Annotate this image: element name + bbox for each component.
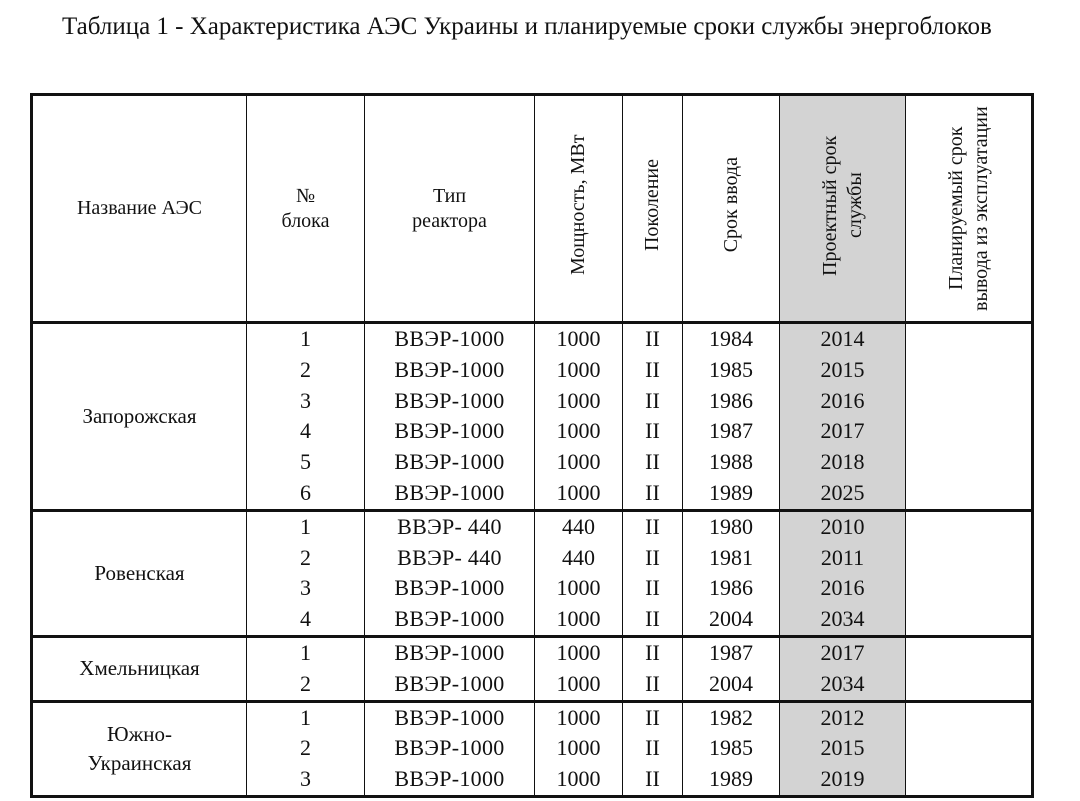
cell-value: 2018 bbox=[820, 449, 865, 475]
cell-value: 1984 bbox=[709, 326, 753, 351]
design-life-years bbox=[780, 323, 906, 511]
plant-name: Хмельницкая bbox=[32, 636, 247, 701]
cell-value: ВВЭР- 440 bbox=[397, 544, 502, 570]
cell-value: ВВЭР-1000 bbox=[394, 418, 505, 444]
cell-value: 2019 bbox=[820, 766, 865, 792]
cell-value: II bbox=[645, 387, 660, 413]
block-numbers bbox=[247, 323, 365, 511]
cell-value: II bbox=[645, 704, 660, 730]
plant-group bbox=[32, 323, 1033, 511]
cell-value: 1986 bbox=[709, 575, 753, 601]
cell-value: ВВЭР-1000 bbox=[394, 449, 505, 475]
start-dates bbox=[683, 323, 780, 511]
cell-value: II bbox=[645, 449, 660, 475]
table-caption: Таблица 1 - Характеристика АЭС Украины и планируемые сроки службы энергоблоков bbox=[62, 13, 992, 40]
cell-value: 2034 bbox=[820, 606, 865, 632]
header-planned-decommission: Планируемый срок вывода из эксплуатации bbox=[906, 95, 1033, 323]
cell-value: 1000 bbox=[556, 387, 601, 413]
generations bbox=[623, 323, 683, 511]
cell-value: II bbox=[645, 735, 660, 761]
cell-value: 5 bbox=[300, 449, 311, 475]
planned-decommission-cell bbox=[906, 323, 1033, 511]
reactor-types bbox=[365, 323, 535, 511]
table-row bbox=[32, 636, 1033, 701]
cell-value: II bbox=[645, 575, 660, 601]
cell-value: 2014 bbox=[820, 326, 865, 351]
cell-value: ВВЭР-1000 bbox=[394, 575, 505, 601]
header-block-number: № блока bbox=[247, 95, 365, 323]
cell-value: ВВЭР-1000 bbox=[394, 606, 505, 632]
cell-value: 1988 bbox=[709, 449, 753, 475]
start-dates bbox=[683, 701, 780, 796]
cell-value: 1 bbox=[300, 326, 311, 351]
cell-value: II bbox=[645, 356, 660, 382]
cell-value: 1 bbox=[300, 639, 311, 665]
cell-value: 2034 bbox=[820, 670, 865, 696]
powers bbox=[535, 323, 623, 511]
plant-group bbox=[32, 636, 1033, 701]
cell-value: 1000 bbox=[556, 639, 601, 665]
cell-value: ВВЭР- 440 bbox=[397, 513, 502, 539]
cell-value: 3 bbox=[300, 387, 311, 413]
header-generation: Поколение bbox=[623, 95, 683, 323]
cell-value: 6 bbox=[300, 479, 311, 505]
header-design-life: Проектный срок службы bbox=[780, 95, 906, 323]
plant-name: Запорожская bbox=[32, 323, 247, 511]
block-numbers bbox=[247, 510, 365, 636]
cell-value: 2 bbox=[300, 735, 311, 761]
cell-value: II bbox=[645, 479, 660, 505]
header-start-date: Срок ввода bbox=[683, 95, 780, 323]
header-plant-name: Название АЭС bbox=[32, 95, 247, 323]
cell-value: 2017 bbox=[820, 639, 865, 665]
planned-decommission-cell bbox=[906, 510, 1033, 636]
generations bbox=[623, 510, 683, 636]
cell-value: 440 bbox=[562, 513, 595, 539]
cell-value: 2025 bbox=[820, 479, 865, 505]
cell-value: 3 bbox=[300, 766, 311, 792]
reactor-types bbox=[365, 510, 535, 636]
reactor-types bbox=[365, 636, 535, 701]
powers bbox=[535, 701, 623, 796]
cell-value: ВВЭР-1000 bbox=[394, 356, 505, 382]
generations bbox=[623, 701, 683, 796]
cell-value: II bbox=[645, 766, 660, 792]
start-dates bbox=[683, 510, 780, 636]
plant-name: Южно-Украинская bbox=[32, 701, 247, 796]
design-life-years bbox=[780, 636, 906, 701]
cell-value: 1000 bbox=[556, 356, 601, 382]
cell-value: 1000 bbox=[556, 735, 601, 761]
table-row bbox=[32, 323, 1033, 511]
cell-value: II bbox=[645, 639, 660, 665]
cell-value: 2 bbox=[300, 356, 311, 382]
cell-value: 2004 bbox=[709, 606, 753, 632]
cell-value: 1980 bbox=[709, 513, 753, 539]
cell-value: 2017 bbox=[820, 418, 865, 444]
cell-value: 1000 bbox=[556, 326, 601, 351]
cell-value: II bbox=[645, 513, 660, 539]
plant-name: Ровенская bbox=[32, 510, 247, 636]
cell-value: ВВЭР-1000 bbox=[394, 326, 505, 351]
plant-group bbox=[32, 510, 1033, 636]
cell-value: 2015 bbox=[820, 356, 865, 382]
block-numbers bbox=[247, 701, 365, 796]
reactor-types bbox=[365, 701, 535, 796]
block-numbers bbox=[247, 636, 365, 701]
cell-value: II bbox=[645, 670, 660, 696]
cell-value: 2004 bbox=[709, 670, 753, 696]
cell-value: ВВЭР-1000 bbox=[394, 387, 505, 413]
cell-value: II bbox=[645, 326, 660, 351]
cell-value: 1000 bbox=[556, 704, 601, 730]
cell-value: II bbox=[645, 606, 660, 632]
cell-value: ВВЭР-1000 bbox=[394, 479, 505, 505]
planned-decommission-cell bbox=[906, 636, 1033, 701]
cell-value: 1985 bbox=[709, 356, 753, 382]
cell-value: 1 bbox=[300, 704, 311, 730]
cell-value: 2010 bbox=[820, 513, 865, 539]
cell-value: 1982 bbox=[709, 704, 753, 730]
table-row bbox=[32, 701, 1033, 796]
cell-value: 2012 bbox=[820, 704, 865, 730]
cell-value: 1986 bbox=[709, 387, 753, 413]
cell-value: 1985 bbox=[709, 735, 753, 761]
cell-value: 4 bbox=[300, 418, 311, 444]
cell-value: ВВЭР-1000 bbox=[394, 735, 505, 761]
cell-value: 1 bbox=[300, 513, 311, 539]
plant-group bbox=[32, 701, 1033, 796]
npp-table bbox=[30, 93, 1034, 798]
cell-value: 2011 bbox=[820, 544, 865, 570]
generations bbox=[623, 636, 683, 701]
cell-value: ВВЭР-1000 bbox=[394, 704, 505, 730]
cell-value: 1987 bbox=[709, 418, 753, 444]
cell-value: 2015 bbox=[820, 735, 865, 761]
powers bbox=[535, 636, 623, 701]
table-row bbox=[32, 510, 1033, 636]
header-power: Мощность, МВт bbox=[535, 95, 623, 323]
cell-value: 440 bbox=[562, 544, 595, 570]
cell-value: 1000 bbox=[556, 606, 601, 632]
cell-value: ВВЭР-1000 bbox=[394, 670, 505, 696]
cell-value: 1000 bbox=[556, 418, 601, 444]
cell-value: 1981 bbox=[709, 544, 753, 570]
cell-value: II bbox=[645, 544, 660, 570]
cell-value: ВВЭР-1000 bbox=[394, 639, 505, 665]
start-dates bbox=[683, 636, 780, 701]
cell-value: 1989 bbox=[709, 766, 753, 792]
header-row bbox=[32, 95, 1033, 323]
cell-value: 2 bbox=[300, 670, 311, 696]
cell-value: 1000 bbox=[556, 449, 601, 475]
cell-value: II bbox=[645, 418, 660, 444]
cell-value: 1000 bbox=[556, 766, 601, 792]
cell-value: 2016 bbox=[820, 387, 865, 413]
cell-value: 2 bbox=[300, 544, 311, 570]
cell-value: 1000 bbox=[556, 575, 601, 601]
cell-value: 3 bbox=[300, 575, 311, 601]
cell-value: ВВЭР-1000 bbox=[394, 766, 505, 792]
cell-value: 1000 bbox=[556, 479, 601, 505]
cell-value: 2016 bbox=[820, 575, 865, 601]
cell-value: 1000 bbox=[556, 670, 601, 696]
powers bbox=[535, 510, 623, 636]
cell-value: 1987 bbox=[709, 639, 753, 665]
design-life-years bbox=[780, 510, 906, 636]
design-life-years bbox=[780, 701, 906, 796]
cell-value: 1989 bbox=[709, 479, 753, 505]
header-reactor-type: Тип реактора bbox=[365, 95, 535, 323]
planned-decommission-cell bbox=[906, 701, 1033, 796]
cell-value: 4 bbox=[300, 606, 311, 632]
